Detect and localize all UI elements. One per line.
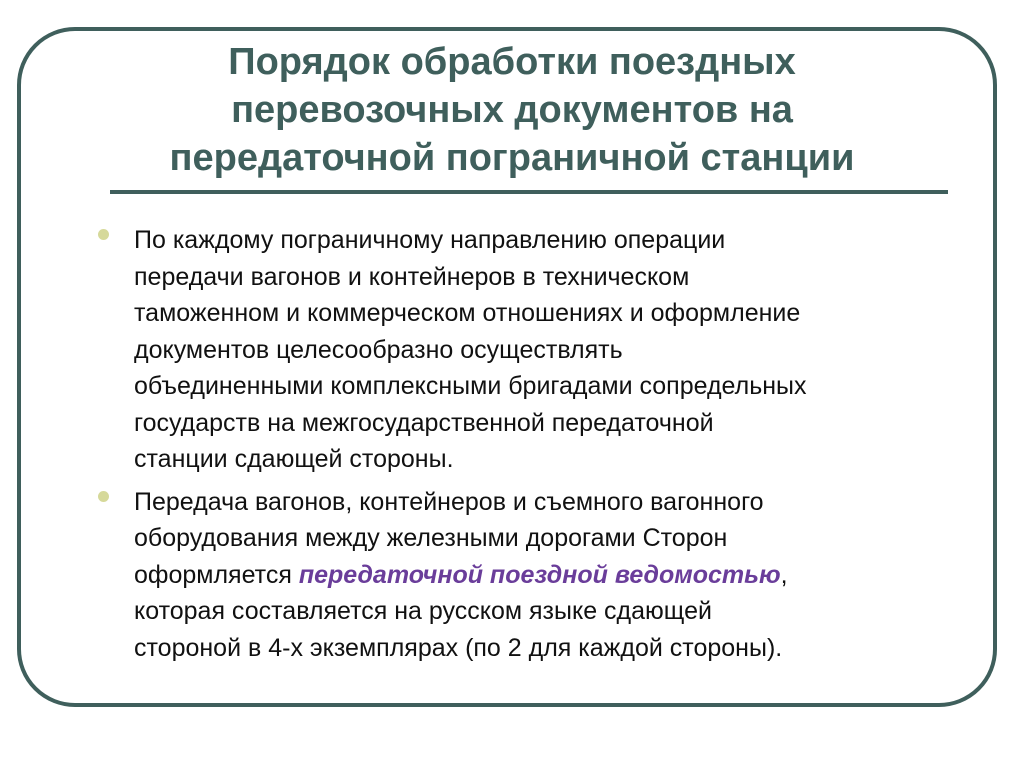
title-line-1: Порядок обработки поездных	[228, 41, 796, 83]
bullet-2-line-2: оборудования между железными дорогами Сторон	[134, 524, 728, 552]
bullet-1-line-2: передачи вагонов и контейнеров в техническом	[134, 262, 690, 291]
bullet-list	[96, 222, 956, 672]
bullet-2-line-3-prefix: оформляется	[134, 560, 299, 589]
highlighted-term: передаточной поездной ведомостью	[298, 560, 781, 589]
bullet-1-line-5: объединенными комплексными бригадами сопредельных	[134, 372, 807, 400]
bullet-2-line-1: Передача вагонов, контейнеров и съемного вагонного	[134, 487, 764, 516]
bullet-2-line-3-suffix: ,	[780, 560, 788, 589]
slide-title	[60, 38, 964, 182]
bullet-1-line-6: государств на межгосударственной передаточной	[134, 408, 714, 437]
bullet-item-2	[96, 484, 956, 667]
bullet-1-line-4: документов целесообразно осуществлять	[134, 335, 623, 364]
bullet-1-line-1: По каждому пограничному направлению операции	[134, 226, 726, 254]
bullet-1-line-3: таможенном и коммерческом отношениях и оформление	[134, 299, 801, 327]
title-divider	[110, 190, 948, 194]
title-line-2: перевозочных документов на	[231, 89, 793, 131]
bullet-dot-icon	[98, 491, 109, 502]
bullet-dot-icon	[98, 229, 109, 240]
bullet-item-1	[96, 222, 956, 478]
bullet-2-line-4: которая составляется на русском языке сдающей	[134, 597, 712, 625]
title-line-3: передаточной пограничной станции	[169, 137, 855, 179]
bullet-2-line-5: стороной в 4-х экземплярах (по 2 для каждой стороны).	[134, 633, 783, 662]
bullet-1-line-7: станции сдающей стороны.	[134, 445, 454, 473]
bullet-2-line-3	[134, 557, 956, 594]
